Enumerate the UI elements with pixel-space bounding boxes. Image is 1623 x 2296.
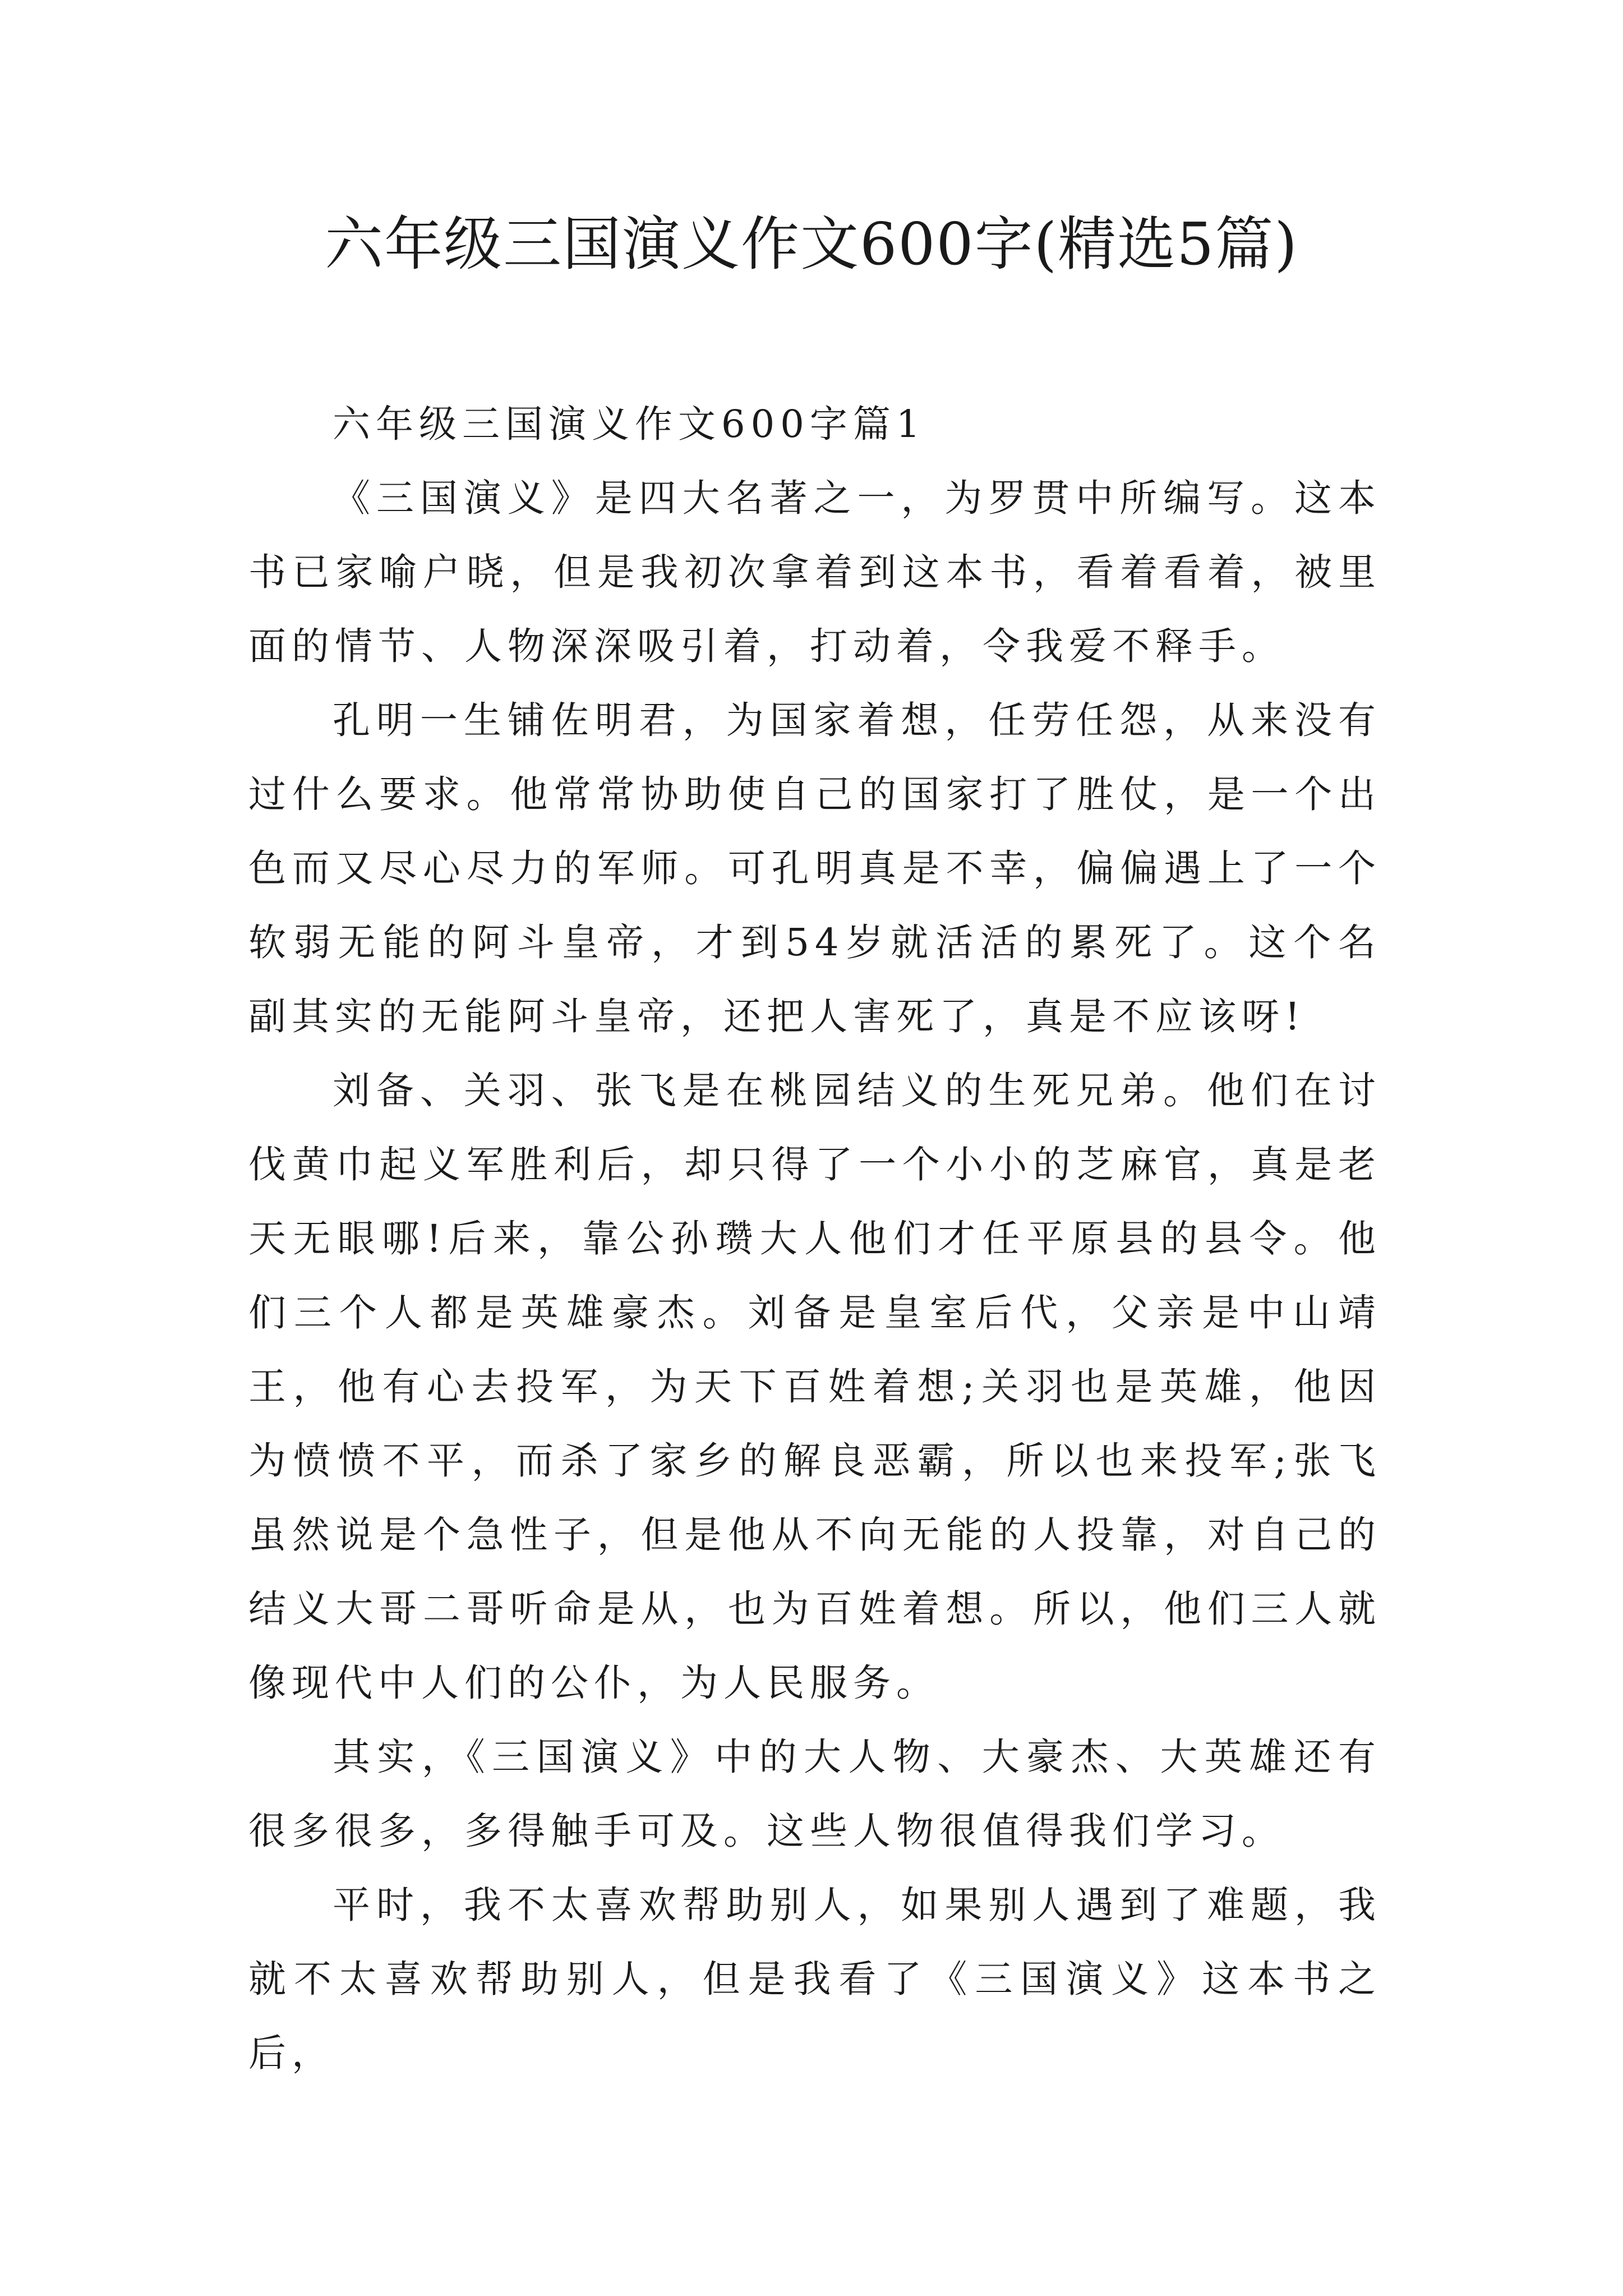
paragraph: 孔明一生铺佐明君，为国家着想，任劳任怨，从来没有过什么要求。他常常协助使自己的国家打了胜仗，是一个出色而又尽心尽力的军师。可孔明真是不幸，偏偏遇上了一个软弱无能的阿斗皇帝，才到54岁就活活的累死了。这个名副其实的无能阿斗皇帝，还把人害死了，真是不应该呀! bbox=[248, 698, 1381, 1038]
section-heading: 六年级三国演义作文600字篇1 bbox=[333, 402, 926, 446]
paragraph: 《三国演义》是四大名著之一，为罗贯中所编写。这本书已家喻户晓，但是我初次拿着到这本书，看着看着，被里面的情节、人物深深吸引着，打动着，令我爱不释手。 bbox=[248, 476, 1381, 668]
document-title: 六年级三国演义作文600字(精选5篇) bbox=[325, 210, 1298, 278]
paragraph: 其实，《三国演义》中的大人物、大豪杰、大英雄还有很多很多，多得触手可及。这些人物很值得我们学习。 bbox=[248, 1735, 1381, 1853]
document-body bbox=[248, 387, 1381, 2090]
paragraph: 平时，我不太喜欢帮助别人，如果别人遇到了难题，我就不太喜欢帮助别人，但是我看了《三国演义》这本书之后， bbox=[248, 1883, 1381, 2075]
paragraph: 刘备、关羽、张飞是在桃园结义的生死兄弟。他们在讨伐黄巾起义军胜利后，却只得了一个小小的芝麻官，真是老天无眼哪!后来，靠公孙瓒大人他们才任平原县的县令。他们三个人都是英雄豪杰。刘备是皇室后代，父亲是中山靖王，他有心去投军，为天下百姓着想;关羽也是英雄，他因为愤愤不平，而杀了家乡的解良恶霸，所以也来投军;张飞虽然说是个急性子，但是他从不向无能的人投靠，对自己的结义大哥二哥听命是从，也为百姓着想。所以，他们三人就像现代中人们的公仆，为人民服务。 bbox=[248, 1069, 1381, 1705]
